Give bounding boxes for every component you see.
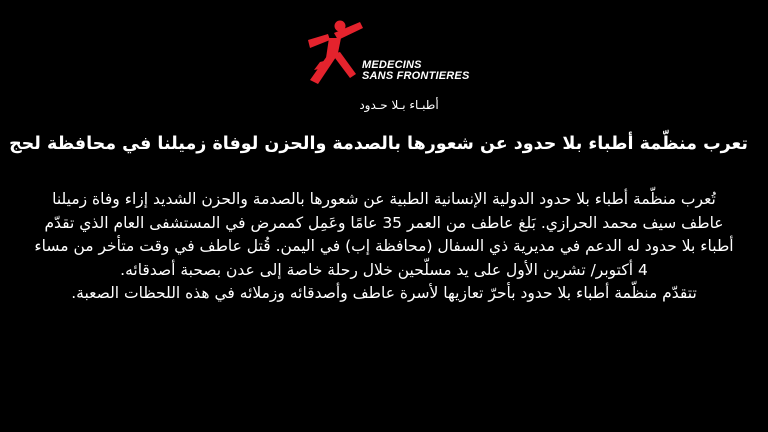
body-text [30,188,738,306]
logo-arabic-name: أطبـاء بـلا حـدود [359,98,439,112]
msf-running-man-icon [300,18,366,88]
logo-line-2: SANS FRONTIERES [362,70,470,82]
headline: تعرب منظّمة أطباء بلا حدود عن شعورها بالصدمة والحزن لوفاة زميلنا في محافظة لحج [9,134,748,154]
paragraph-1: تُعرب منظّمة أطباء بلا حدود الدولية الإنسانية الطبية عن شعورها بالصدمة والحزن الشديد إزاء وفاة زميلنا عاطف سيف محمد الحرازي. بَلغ عاطف من العمر 35 عامًا وعَمِل كممرض في المستشفى العام الذي تقدّم أطباء بلا حدود له الدعم في مديرية ذي السفال (محافظة إب) في اليمن. قُتل عاطف في وقت متأخر من مساء 4 أكتوبر/ تشرين الأول على يد مسلّحين خلال رحلة خاصة إلى عدن بصحبة أصدقائه. [34,190,734,279]
msf-logo [0,18,768,118]
logo-wordmark [362,60,470,82]
logo-line-1: MEDECINS [362,59,422,71]
paragraph-2: تتقدّم منظّمة أطباء بلا حدود بأحرّ تعازيها لأسرة عاطف وأصدقائه وزملائه في هذه اللحظات الصعبة. [71,284,697,302]
